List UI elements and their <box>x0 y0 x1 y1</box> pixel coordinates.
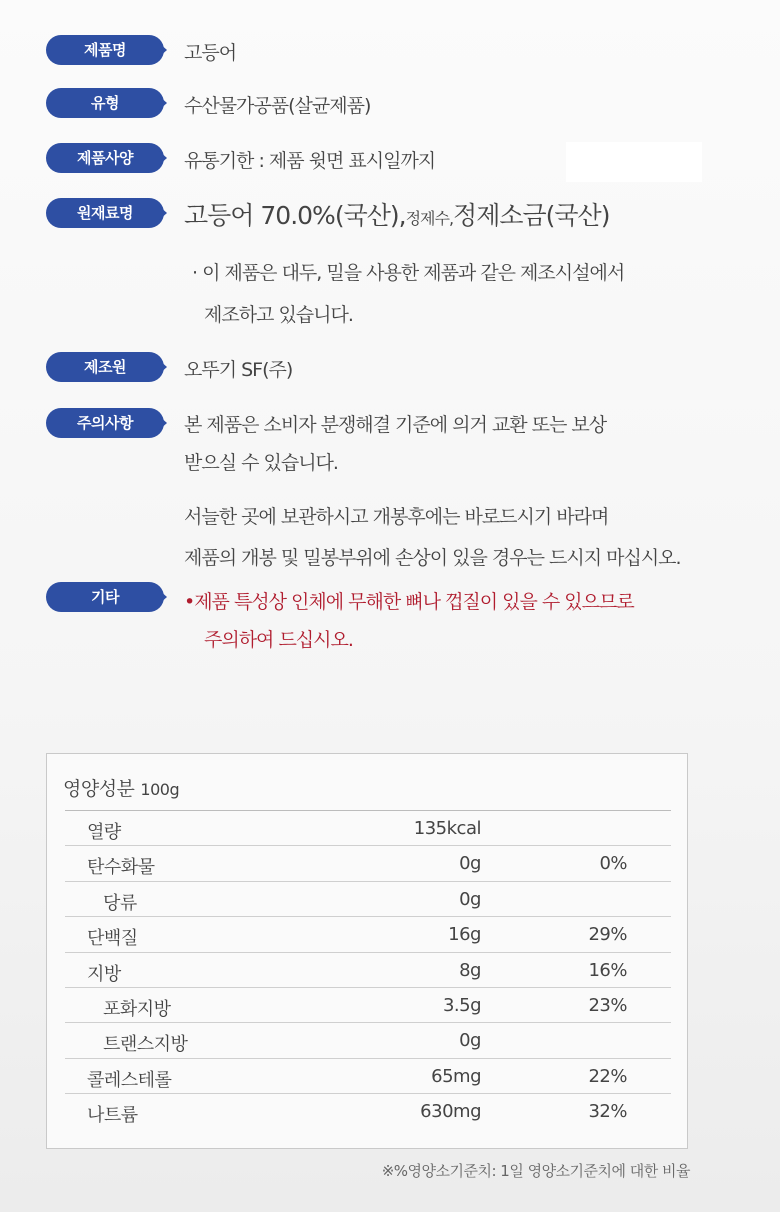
nutrient-name: 당류 <box>103 892 137 914</box>
label-product-name: 제품명 <box>46 35 164 65</box>
other-warning-line2: 주의하여 드십시오. <box>204 629 353 651</box>
nutrient-amount: 0g <box>459 888 481 910</box>
nutrient-name: 나트륨 <box>87 1105 138 1127</box>
label-caution: 주의사항 <box>46 408 164 438</box>
nutrient-name: 탄수화물 <box>87 857 155 879</box>
nutrition-title-text: 영양성분 <box>63 778 135 800</box>
nutrition-facts-box <box>46 753 688 1149</box>
storage-note-line2: 제품의 개봉 및 밀봉부위에 손상이 있을 경우는 드시지 마십시오. <box>184 547 681 569</box>
label-manufacturer: 제조원 <box>46 352 164 382</box>
other-warning-line1: •제품 특성상 인체에 무해한 뼈나 껍질이 있을 수 있으므로 <box>184 591 634 613</box>
nutrient-name: 지방 <box>87 963 121 985</box>
spec-value: 유통기한 : 제품 윗면 표시일까지 <box>184 150 436 172</box>
nutrient-daily-percent: 32% <box>588 1101 627 1123</box>
ingredients-tail: 정제소금(국산) <box>453 201 610 230</box>
nutrition-row <box>65 881 671 916</box>
label-other: 기타 <box>46 582 164 612</box>
nutrient-daily-percent: 29% <box>588 924 627 946</box>
caution-value-line2: 받으실 수 있습니다. <box>184 452 338 474</box>
nutrient-name: 단백질 <box>87 928 138 950</box>
nutrition-row <box>65 987 671 1022</box>
blank-date-area <box>566 142 702 182</box>
nutrient-amount: 8g <box>459 959 481 981</box>
nutrient-amount: 0g <box>459 853 481 875</box>
nutrition-footnote: ※%영양소기준치: 1일 영양소기준치에 대한 비율 <box>381 1162 690 1180</box>
product-name-value: 고등어 <box>184 42 237 64</box>
label-spec: 제품사양 <box>46 143 164 173</box>
label-ingredients: 원재료명 <box>46 198 164 228</box>
ingredients-main: 고등어 70.0%(국산), <box>184 201 406 230</box>
nutrient-amount: 65mg <box>431 1065 481 1087</box>
nutrient-amount: 135kcal <box>413 818 481 839</box>
nutrient-daily-percent: 0% <box>599 853 627 875</box>
nutrient-amount: 630mg <box>420 1101 481 1123</box>
nutrient-name: 열량 <box>87 822 121 843</box>
ingredients-small: 정제수, <box>405 209 454 228</box>
nutrient-amount: 0g <box>459 1030 481 1052</box>
nutrient-name: 트랜스지방 <box>103 1034 188 1056</box>
allergy-note-line1: · 이 제품은 대두, 밀을 사용한 제품과 같은 제조시설에서 <box>192 262 625 284</box>
nutrition-row <box>65 1058 671 1093</box>
nutrition-title <box>63 774 179 801</box>
type-value: 수산물가공품(살균제품) <box>184 95 371 117</box>
nutrient-amount: 16g <box>448 924 481 946</box>
nutrient-name: 포화지방 <box>103 998 171 1020</box>
allergy-note-line2: 제조하고 있습니다. <box>204 304 353 326</box>
nutrient-name: 콜레스테롤 <box>87 1069 172 1091</box>
nutrition-row <box>65 810 671 845</box>
nutrition-row <box>65 1022 671 1057</box>
nutrition-row <box>65 1093 671 1128</box>
nutrition-row <box>65 845 671 880</box>
nutrient-daily-percent: 23% <box>588 994 627 1016</box>
nutrition-table <box>65 810 671 1129</box>
manufacturer-value: 오뚜기 SF(주) <box>184 359 293 381</box>
storage-note-line1: 서늘한 곳에 보관하시고 개봉후에는 바로드시기 바라며 <box>184 506 609 528</box>
nutrient-daily-percent: 22% <box>588 1065 627 1087</box>
nutrient-amount: 3.5g <box>442 994 481 1016</box>
nutrition-row <box>65 952 671 987</box>
label-type: 유형 <box>46 88 164 118</box>
caution-value-line1: 본 제품은 소비자 분쟁해결 기준에 의거 교환 또는 보상 <box>184 414 607 436</box>
ingredients-value <box>184 196 609 232</box>
nutrition-row <box>65 916 671 951</box>
nutrient-daily-percent: 16% <box>588 959 627 981</box>
nutrition-unit: 100g <box>140 780 180 799</box>
